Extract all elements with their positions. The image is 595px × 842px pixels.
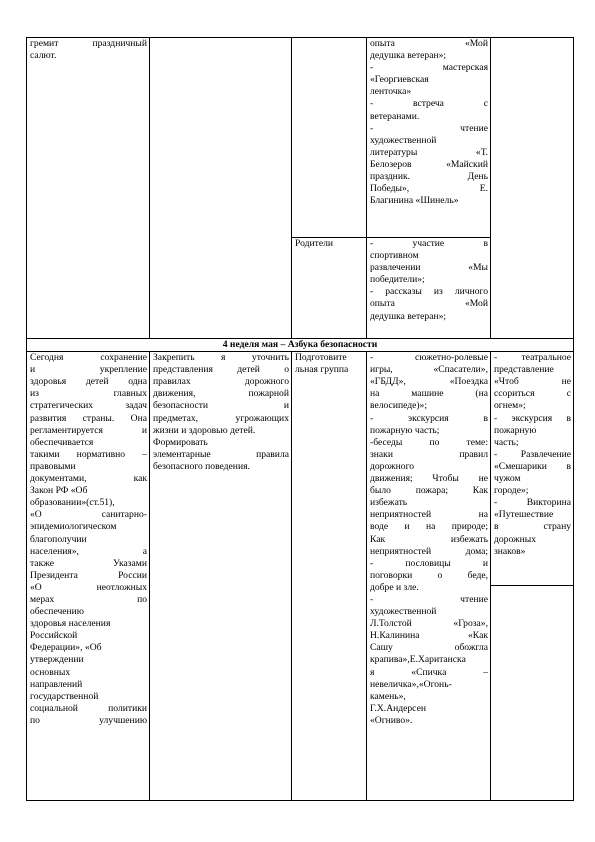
text-line: такими нормативно – [30,448,147,460]
text-line: представление [494,364,554,376]
text-line: стратегических задач [30,400,147,412]
text-line: «Путешествие [494,509,554,521]
text-line: развлечении «Мы [370,262,488,274]
text-line: камень», [370,690,406,702]
text-line: по улучшению [30,714,147,726]
text-line: элементарные правила [153,448,289,460]
r1-c5 [491,38,574,339]
r2-c5-top [491,352,573,586]
text-line: дедушка ветеран»; [370,310,447,322]
parents-label-cell [292,238,367,339]
r2-c1 [27,352,150,801]
text-line: добре и зле. [370,581,419,593]
text-line: Сегодня сохранение [30,352,147,364]
text-line: - чтение [370,593,488,605]
text-line: утверждении [30,654,84,666]
text-line: основных [30,666,71,678]
text-line: государственной [30,690,99,702]
table-row [27,38,574,238]
text-line: Н.Калинина «Как [370,630,488,642]
text-line: праздник. День [370,171,488,183]
text-line: дедушка ветеран»; [370,50,447,62]
text-line: населения», а [30,545,147,557]
r2-c4-text [370,352,488,727]
text-line: Федерации», «Об [30,642,102,654]
text-line: чужом [494,473,521,485]
text-line: «ГБДД», «Поездка [370,376,488,388]
text-line: мерах по [30,593,147,605]
text-line: дорожного [370,460,415,472]
text-line: ленточка» [370,86,412,98]
text-line: предметах, угрожающих [153,412,289,424]
text-line: направлений [30,678,83,690]
text-line: обеспечению [30,606,84,618]
r2-c2 [150,352,292,801]
text-line: пожарную [494,424,537,436]
text-line: городе»; [494,485,529,497]
text-line: невеличка»,«Огонь- [370,678,452,690]
r1-c1 [27,38,150,339]
text-line: Президента России [30,569,147,581]
text-line: Российской [30,630,78,642]
r2-c3 [292,352,367,801]
text-line: крапива»,Е.Хаританска [370,654,466,666]
text-line: знаков» [494,545,526,557]
text-line: из главных [30,388,147,400]
r2-c4 [367,352,491,801]
r2-c1-text [30,352,147,727]
text-line: ссориться с [494,388,571,400]
text-line: документами, как [30,473,147,485]
text-line: Л.Толстой «Гроза», [370,618,488,630]
text-line: Закрепить я уточнить [153,352,289,364]
text-line: Белозеров «Майский [370,158,488,170]
text-line: - участие в [370,238,488,249]
r1-c2 [150,38,292,339]
r2-c2-text [153,352,289,473]
text-line: на машине (на [370,388,488,400]
text-line: знаки правил [370,448,488,460]
text-line: художественной [370,606,437,618]
text-line: огнем»; [494,400,526,412]
text-line: Как избежать [370,533,488,545]
text-line: Подготовите [295,352,347,364]
r1-c3 [292,38,367,238]
text-line: поговорки о беде, [370,569,488,581]
r1-c4-text [370,38,488,207]
r1-c4 [367,38,491,238]
text-line: «О санитарно- [30,509,147,521]
text-line: - экскурсия в [494,412,571,424]
text-line: - встреча с [370,98,488,110]
text-line: было пожара; Как [370,485,488,497]
text-line: - мастерская [370,62,488,74]
text-line: я «Спичка – [370,666,488,678]
text-line: здоровья детей одна [30,376,147,388]
text-line: Г.Х.Андерсен [370,702,426,714]
text-line: «Огниво». [370,714,413,726]
text-line: Закон РФ «Об [30,485,88,497]
parents-activities-text [370,238,488,323]
text-line: эпидемиологическом [30,521,117,533]
text-line: ветеранами. [370,110,420,122]
text-line: движения, пожарной [153,388,289,400]
text-line: - рассказы из личного [370,286,488,298]
text-line: Сашу обожгла [370,642,488,654]
text-line: безопасного поведения. [153,460,250,472]
text-line: - экскурсия в [370,412,488,424]
text-line: жизни и здоровью детей. [153,424,256,436]
text-line: льная группа [295,364,349,376]
parents-activities-cell [367,238,491,339]
text-line: часть; [494,436,519,448]
text-line: здоровья населения [30,618,111,630]
text-line: также Указами [30,557,147,569]
text-line: образовании»(ст.51), [30,497,115,509]
parents-label: Родители [295,238,334,249]
text-line: неприятностей дома; [370,545,488,557]
text-line: правилах дорожного [153,376,289,388]
text-line: избежать [370,497,408,509]
week-header-row [27,339,574,352]
text-line: воде и на природе; [370,521,488,533]
r2-c5 [491,352,574,801]
text-line: представления детей о [153,364,289,376]
text-line: обеспечивается [30,436,94,448]
text-line: художественной [370,134,437,146]
plan-table-main [26,37,574,801]
text-line: Благинина «Шинель» [370,195,459,207]
text-line: гремит праздничный [30,38,147,49]
text-line: «Георгиевская [370,74,429,86]
text-line: литературы «Т. [370,146,488,158]
text-line: благополучии [30,533,87,545]
text-line: «О неотложных [30,581,147,593]
text-line: - чтение [370,122,488,134]
r2-c5-text [494,352,571,558]
text-line: пожарную часть; [370,424,440,436]
text-line: победители»; [370,274,425,286]
text-line: - Развлечение [494,448,571,460]
text-line: опыта «Мой [370,38,488,49]
text-line: развития страны. Она [30,412,147,424]
text-line: социальной политики [30,702,147,714]
text-line: -беседы по теме: [370,436,488,448]
text-line: велосипеде)»; [370,400,428,412]
text-line: безопасности и [153,400,289,412]
r2-c3-text [295,352,364,376]
text-line: дорожных [494,533,537,545]
text-line: движения; Чтобы не [370,473,488,485]
text-line: в страну [494,521,571,533]
text-line: и укрепление [30,364,147,376]
r1-c1-text [30,38,147,62]
text-line: Формировать [153,436,208,448]
week-header: 4 неделя мая – Азбука безопасности [27,339,574,352]
text-line: - пословицы и [370,557,488,569]
text-line: правовыми [30,460,76,472]
text-line: - сюжетно-ролевые [370,352,488,364]
text-line: игры, «Спасатели», [370,364,488,376]
text-line: регламентируется и [30,424,147,436]
text-line: «Смешарики в [494,460,571,472]
text-line: салют. [30,50,57,62]
text-line: - театральное [494,352,571,364]
text-line: «Чтоб не [494,376,571,388]
table-row [27,352,574,801]
text-line: опыта «Мой [370,298,488,310]
text-line: Победы», Е. [370,183,488,195]
text-line: - Викторина [494,497,571,509]
text-line: неприятностей на [370,509,488,521]
text-line: спортивном [370,250,419,262]
